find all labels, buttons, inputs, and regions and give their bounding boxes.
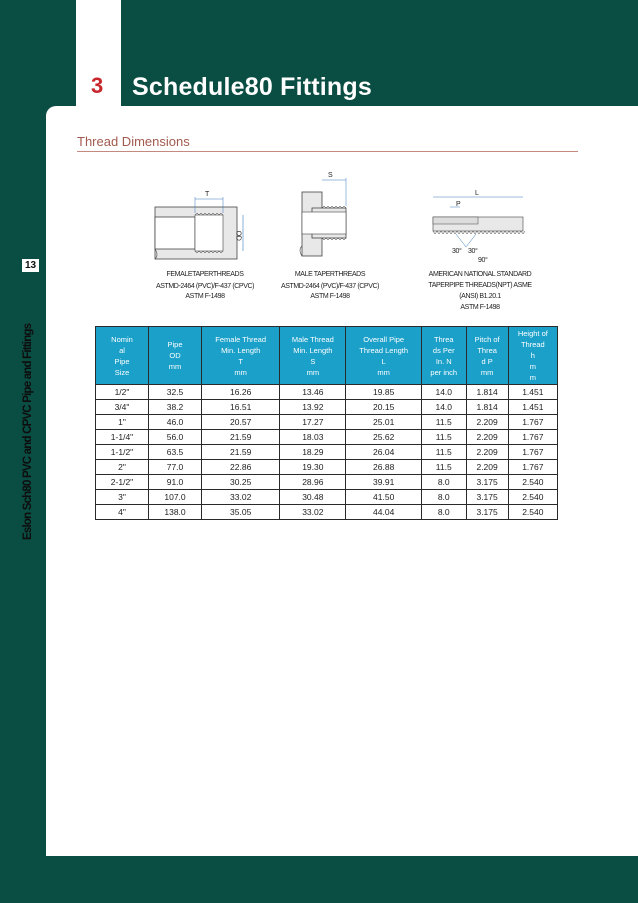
side-vertical-title: Eslon Sch80 PVC and CPVC Pipe and Fittings bbox=[22, 323, 34, 540]
cell-od: 46.0 bbox=[149, 415, 202, 430]
male-dim-s: S bbox=[328, 172, 333, 179]
cell-size: 1-1/2" bbox=[96, 445, 149, 460]
cell-pitch: 3.175 bbox=[466, 505, 508, 520]
cell-female-t: 16.51 bbox=[202, 400, 280, 415]
cell-height: 1.767 bbox=[508, 460, 557, 475]
cell-female-t: 30.25 bbox=[202, 475, 280, 490]
cell-male-s: 18.03 bbox=[280, 430, 346, 445]
cell-male-s: 13.46 bbox=[280, 385, 346, 400]
cell-pitch: 1.814 bbox=[466, 400, 508, 415]
cell-size: 3/4" bbox=[96, 400, 149, 415]
section-title: Thread Dimensions bbox=[77, 134, 190, 149]
male-thread-diagram bbox=[292, 170, 352, 265]
header-nominal-size: Nomin al Pipe Size bbox=[96, 327, 149, 385]
table-row bbox=[96, 445, 558, 460]
cell-pitch: 2.209 bbox=[466, 430, 508, 445]
cell-overall-l: 26.88 bbox=[346, 460, 422, 475]
cell-pitch: 3.175 bbox=[466, 490, 508, 505]
header-pipe-od: Pipe OD mm bbox=[149, 327, 202, 385]
female-thread-standard-2: ASTM F-1498 bbox=[185, 293, 225, 300]
cell-height: 1.451 bbox=[508, 400, 557, 415]
cell-height: 2.540 bbox=[508, 505, 557, 520]
cell-od: 91.0 bbox=[149, 475, 202, 490]
cell-size: 1/2" bbox=[96, 385, 149, 400]
header-pitch: Pitch of Threa d P mm bbox=[466, 327, 508, 385]
cell-female-t: 21.59 bbox=[202, 430, 280, 445]
cell-male-s: 13.92 bbox=[280, 400, 346, 415]
table-row bbox=[96, 400, 558, 415]
cell-pitch: 2.209 bbox=[466, 445, 508, 460]
cell-male-s: 19.30 bbox=[280, 460, 346, 475]
male-thread-standard: ASTMD-2464 (PVC)/F-437 (CPVC) bbox=[280, 283, 380, 290]
cell-tpi: 11.5 bbox=[421, 460, 466, 475]
cell-tpi: 11.5 bbox=[421, 430, 466, 445]
cell-overall-l: 44.04 bbox=[346, 505, 422, 520]
npt-dim-l: L bbox=[475, 190, 479, 197]
cell-height: 1.767 bbox=[508, 430, 557, 445]
cell-od: 38.2 bbox=[149, 400, 202, 415]
section-divider bbox=[77, 151, 578, 152]
page-title: Schedule80 Fittings bbox=[132, 73, 372, 101]
npt-standard: (ANSI) B1.20.1 bbox=[459, 293, 501, 300]
cell-tpi: 14.0 bbox=[421, 385, 466, 400]
table-row bbox=[96, 430, 558, 445]
cell-male-s: 33.02 bbox=[280, 505, 346, 520]
cell-overall-l: 25.01 bbox=[346, 415, 422, 430]
cell-size: 2" bbox=[96, 460, 149, 475]
cell-female-t: 22.86 bbox=[202, 460, 280, 475]
table-header-row bbox=[96, 327, 558, 385]
cell-female-t: 21.59 bbox=[202, 445, 280, 460]
npt-dim-p: P bbox=[456, 201, 461, 208]
cell-height: 1.451 bbox=[508, 385, 557, 400]
cell-overall-l: 19.85 bbox=[346, 385, 422, 400]
page-number: 13 bbox=[22, 259, 39, 272]
cell-female-t: 16.26 bbox=[202, 385, 280, 400]
cell-size: 1" bbox=[96, 415, 149, 430]
female-dim-od: OD bbox=[234, 230, 242, 241]
cell-od: 32.5 bbox=[149, 385, 202, 400]
cell-tpi: 11.5 bbox=[421, 415, 466, 430]
table-row bbox=[96, 385, 558, 400]
cell-od: 138.0 bbox=[149, 505, 202, 520]
cell-overall-l: 26.04 bbox=[346, 445, 422, 460]
cell-pitch: 1.814 bbox=[466, 385, 508, 400]
header-overall-length: Overall Pipe Thread Length L mm bbox=[346, 327, 422, 385]
cell-od: 77.0 bbox=[149, 460, 202, 475]
male-thread-label: MALE TAPERTHREADS bbox=[294, 271, 366, 278]
cell-male-s: 17.27 bbox=[280, 415, 346, 430]
cell-height: 2.540 bbox=[508, 490, 557, 505]
cell-female-t: 20.57 bbox=[202, 415, 280, 430]
cell-tpi: 8.0 bbox=[421, 475, 466, 490]
header-threads-per-inch: Threa ds Per In. N per inch bbox=[421, 327, 466, 385]
cell-pitch: 3.175 bbox=[466, 475, 508, 490]
cell-size: 3" bbox=[96, 490, 149, 505]
cell-female-t: 35.05 bbox=[202, 505, 280, 520]
npt-thread-label: AMERICAN NATIONAL STANDARD bbox=[428, 271, 532, 278]
male-thread-standard-2: ASTM F-1498 bbox=[310, 293, 350, 300]
header-female-thread: Female Thread Min. Length T mm bbox=[202, 327, 280, 385]
table-row bbox=[96, 460, 558, 475]
female-thread-label: FEMALETAPERTHREADS bbox=[166, 271, 244, 278]
cell-size: 1-1/4" bbox=[96, 430, 149, 445]
table-row bbox=[96, 475, 558, 490]
cell-male-s: 18.29 bbox=[280, 445, 346, 460]
npt-angle-90: 90° bbox=[478, 257, 488, 264]
female-dim-t: T bbox=[205, 191, 209, 198]
cell-od: 63.5 bbox=[149, 445, 202, 460]
table-row bbox=[96, 505, 558, 520]
cell-male-s: 30.48 bbox=[280, 490, 346, 505]
cell-overall-l: 41.50 bbox=[346, 490, 422, 505]
cell-size: 4" bbox=[96, 505, 149, 520]
cell-tpi: 11.5 bbox=[421, 445, 466, 460]
table-row bbox=[96, 490, 558, 505]
female-thread-standard: ASTMD-2464 (PVC)/F-437 (CPVC) bbox=[155, 283, 255, 290]
cell-female-t: 33.02 bbox=[202, 490, 280, 505]
npt-angle-30-left: 30° bbox=[452, 248, 462, 255]
cell-overall-l: 39.91 bbox=[346, 475, 422, 490]
cell-tpi: 14.0 bbox=[421, 400, 466, 415]
cell-height: 1.767 bbox=[508, 445, 557, 460]
cell-overall-l: 25.62 bbox=[346, 430, 422, 445]
female-thread-diagram bbox=[150, 185, 250, 265]
cell-od: 56.0 bbox=[149, 430, 202, 445]
cell-od: 107.0 bbox=[149, 490, 202, 505]
npt-angle-30-right: 30° bbox=[468, 248, 478, 255]
cell-pitch: 2.209 bbox=[466, 460, 508, 475]
cell-overall-l: 20.15 bbox=[346, 400, 422, 415]
cell-size: 2-1/2" bbox=[96, 475, 149, 490]
cell-male-s: 28.96 bbox=[280, 475, 346, 490]
chapter-number: 3 bbox=[91, 73, 104, 98]
header-male-thread: Male Thread Min. Length S mm bbox=[280, 327, 346, 385]
header-thread-height: Height of Thread h m m bbox=[508, 327, 557, 385]
cell-tpi: 8.0 bbox=[421, 490, 466, 505]
cell-height: 2.540 bbox=[508, 475, 557, 490]
npt-standard-2: ASTM F-1498 bbox=[460, 304, 500, 311]
thread-dimensions-table bbox=[95, 326, 558, 520]
table-row bbox=[96, 415, 558, 430]
cell-height: 1.767 bbox=[508, 415, 557, 430]
npt-thread-label-2: TAPERPIPE THREADS(NPT) ASME bbox=[428, 282, 532, 289]
cell-tpi: 8.0 bbox=[421, 505, 466, 520]
cell-pitch: 2.209 bbox=[466, 415, 508, 430]
